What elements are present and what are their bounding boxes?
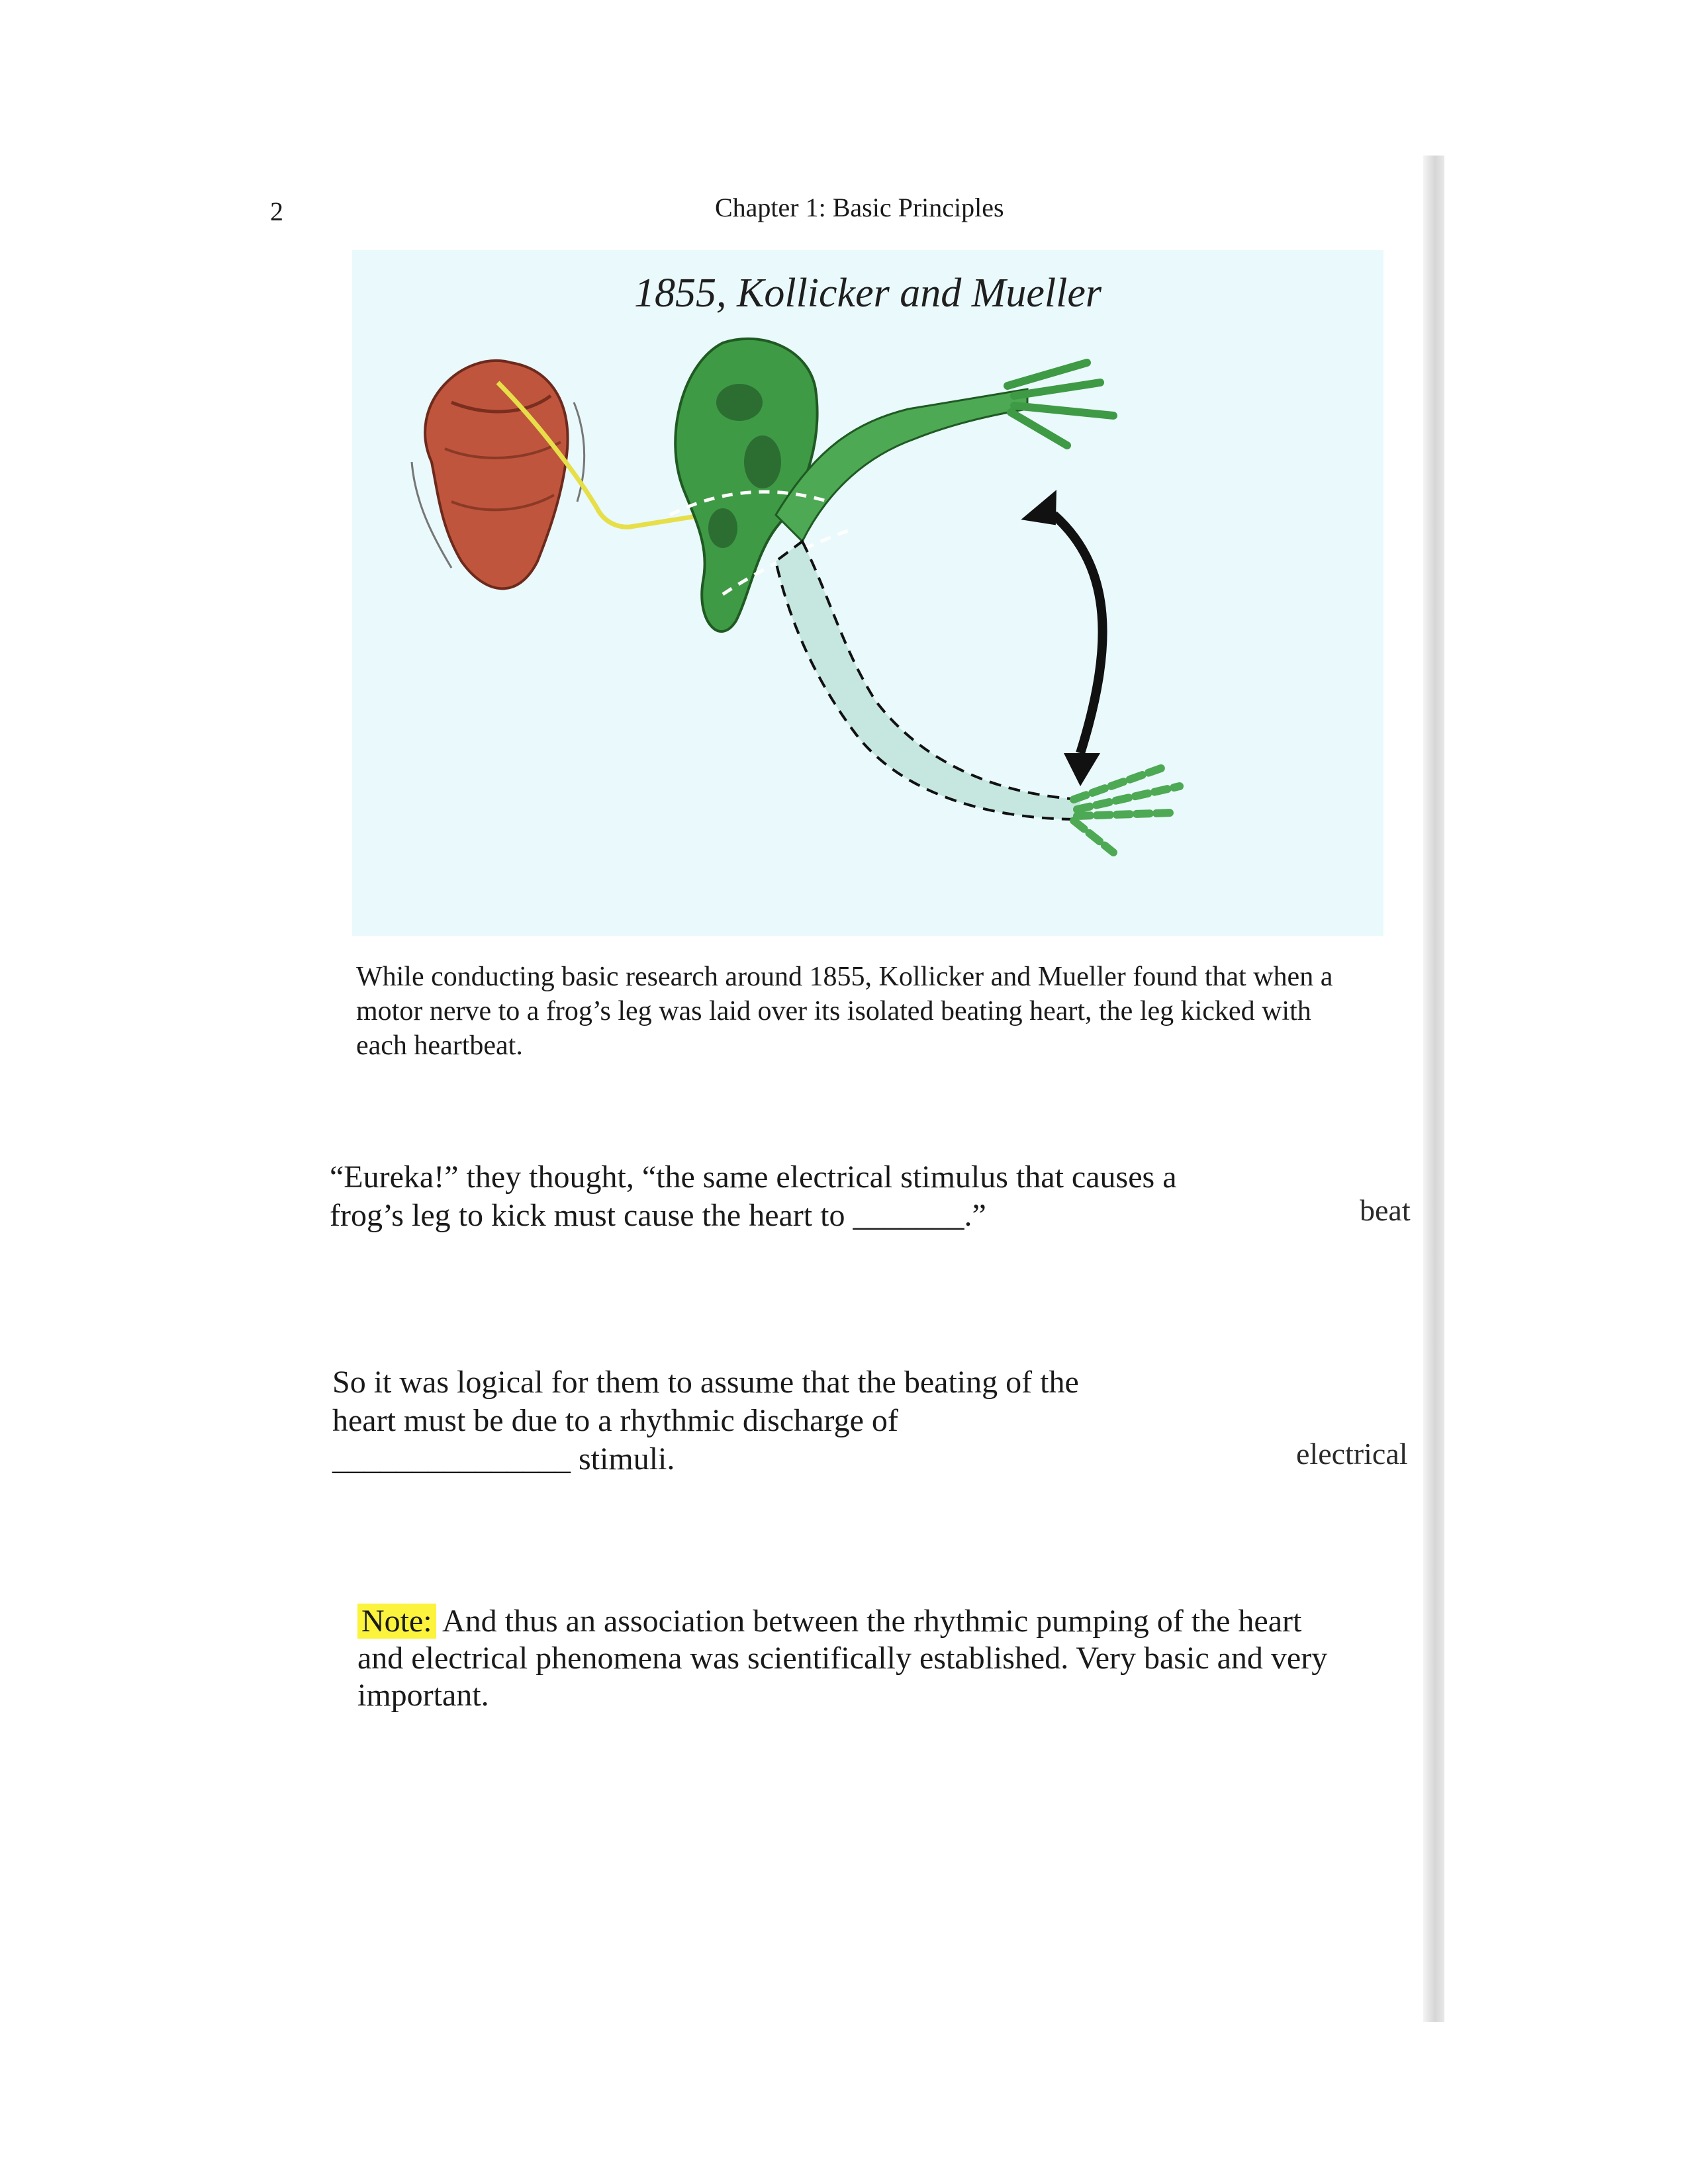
figure-title: 1855, Kollicker and Mueller [634,271,1102,316]
figure-caption: While conducting basic research around 1855, Kollicker and Mueller found that when a motor nerve to a frog’s leg was laid over its isolated beating heart, the leg kicked with each heartbeat. [356,962,1333,1061]
question-2-answer: electrical [1296,1437,1408,1471]
figure-illustration [352,250,1383,936]
question-2-text: So it was logical for them to assume that the beating of the heart must be due to a rhythmic discharge of _______________ stimuli. [332,1365,1079,1477]
running-head: Chapter 1: Basic Principles [715,193,1004,222]
note-text: And thus an association between the rhythmic pumping of the heart and electrical phenomena was scientifically established. Very basic and very important. [357,1604,1328,1713]
page-edge-shadow [1423,156,1444,2022]
question-1-answer: beat [1360,1193,1411,1227]
note-label-highlight: Note: [357,1604,436,1639]
page-number: 2 [270,197,283,226]
frog-heart-illustration [352,250,1383,936]
question-1-text: “Eureka!” they thought, “the same electrical stimulus that causes a frog’s leg to kick must cause the heart to _______.” [330,1160,1177,1233]
kick-motion-arrow [1021,490,1102,786]
heart-image [412,361,585,588]
note-paragraph [357,1603,1350,1714]
